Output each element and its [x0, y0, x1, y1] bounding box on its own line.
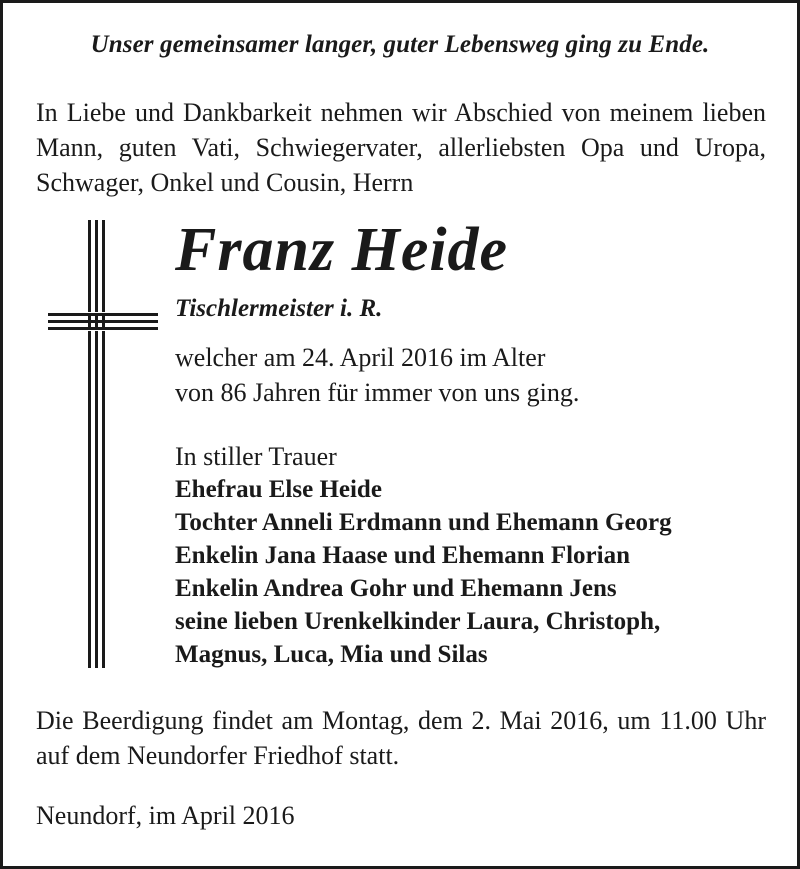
headline: Unser gemeinsamer langer, guter Lebensweg ging zu Ende. — [90, 31, 710, 58]
funeral-info: Die Beerdigung findet am Montag, dem 2. Mai 2016, um 11.00 Uhr auf dem Neundorfer Friedhof statt. — [36, 706, 766, 770]
mourner-line: seine lieben Urenkelkinder Laura, Christoph, — [175, 608, 661, 635]
mourner-line: Magnus, Luca, Mia und Silas — [175, 641, 488, 668]
cross-icon — [48, 220, 158, 668]
mourner-line: Ehefrau Else Heide — [175, 476, 382, 503]
deceased-name: Franz Heide — [175, 216, 509, 284]
intro-text: In Liebe und Dankbarkeit nehmen wir Abschied von meinem lieben Mann, guten Vati, Schwiegervater, allerliebsten Opa und Uropa, Schwager, Onkel und Cousin, Herrn — [36, 98, 766, 197]
mourner-line: Enkelin Jana Haase und Ehemann Florian — [175, 542, 630, 569]
death-notice-line: welcher am 24. April 2016 im Alter — [175, 343, 546, 372]
place-date: Neundorf, im April 2016 — [36, 801, 295, 830]
death-notice-line: von 86 Jahren für immer von uns ging. — [175, 378, 580, 407]
deceased-title: Tischlermeister i. R. — [175, 295, 383, 322]
mourners-block — [175, 440, 672, 671]
death-notice — [175, 340, 579, 410]
mourning-heading: In stiller Trauer — [175, 442, 337, 471]
mourner-line: Tochter Anneli Erdmann und Ehemann Georg — [175, 509, 672, 536]
mourner-line: Enkelin Andrea Gohr und Ehemann Jens — [175, 575, 617, 602]
